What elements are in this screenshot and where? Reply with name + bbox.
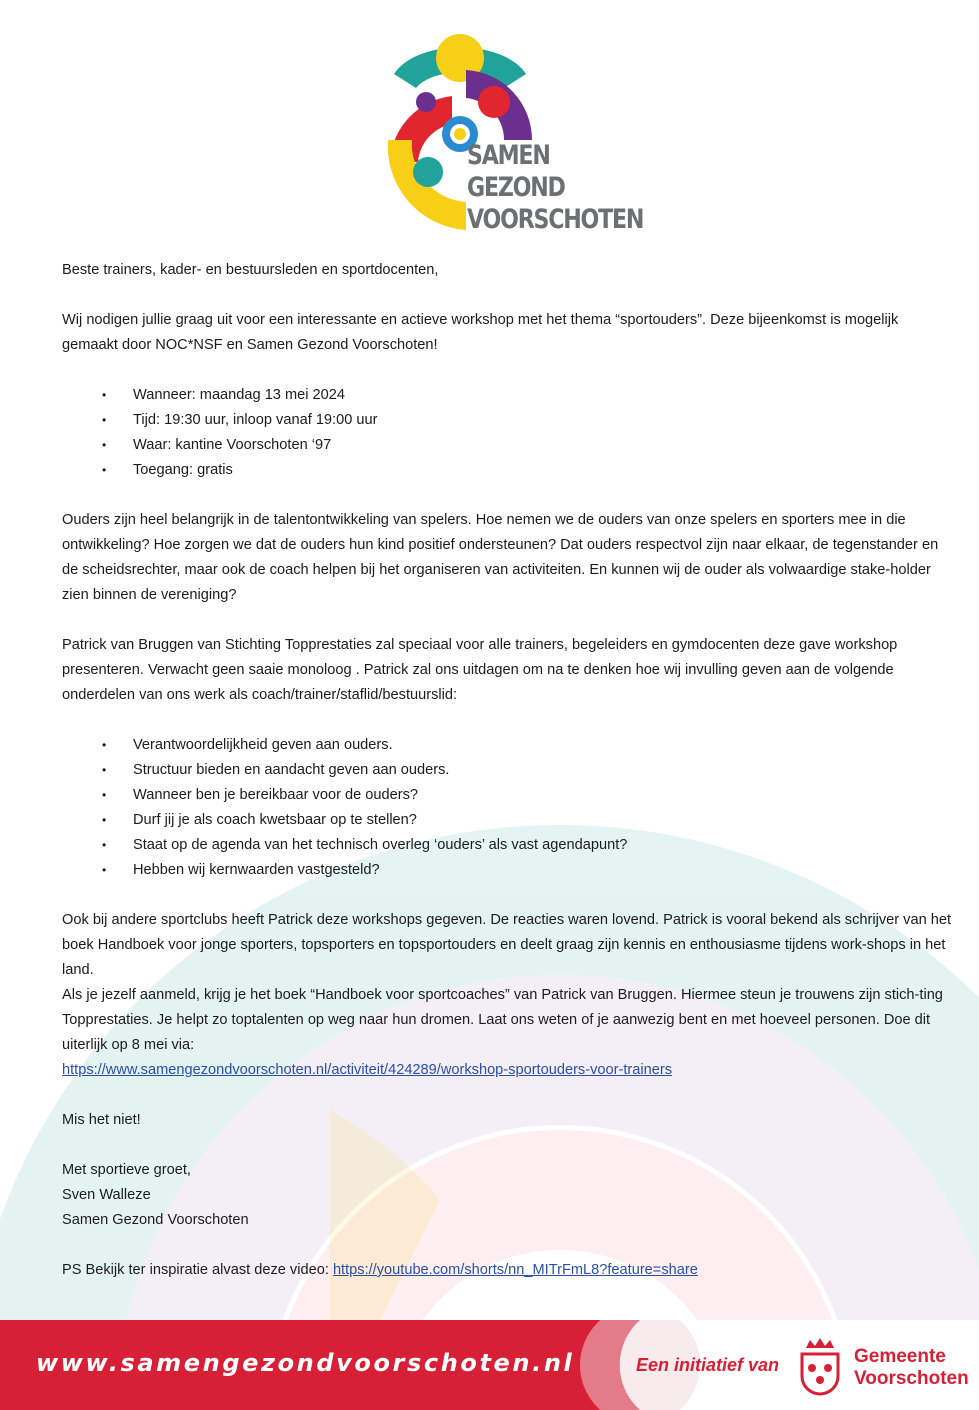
patrick-paragraph: Patrick van Bruggen van Stichting Topprestaties zal speciaal voor alle trainers, begeleiders en gymdocenten deze gave workshop presenteren. Verwacht geen saaie monoloog . Patrick zal ons uitdagen om na te denken hoe wij invulling geven aan de volgende onderdelen van ons werk als coach/trainer/staflid/bestuurslid: — [62, 637, 898, 703]
gemeente-line2: Voorschoten — [854, 1368, 969, 1389]
event-details-list — [62, 383, 952, 483]
topic-item: • Wanneer ben je bereikbaar voor de ouders? — [62, 783, 952, 808]
register-link[interactable]: https://www.samengezondvoorschoten.nl/activiteit/424289/workshop-sportouders-voor-trainers — [62, 1062, 673, 1078]
clubs-paragraph: Ook bij andere sportclubs heeft Patrick deze workshops gegeven. De reacties waren lovend. Patrick is vooral bekend als schrijver van het boek Handboek voor jonge sporters, topsporters en topsportouders en deelt graag zijn kennis en enthousiasme tijdens work-shops in het land. — [62, 912, 952, 978]
topic-item: • Structuur bieden en aandacht geven aan ouders. — [62, 758, 952, 783]
logo-line-samen: SAMEN — [467, 140, 550, 171]
sender-organisation: Samen Gezond Voorschoten — [62, 1212, 249, 1228]
gemeente-crest-icon — [796, 1334, 844, 1398]
logo-line-voorschoten: VOORSCHOTEN — [467, 204, 644, 235]
logo-wordmark — [467, 140, 643, 236]
intro-paragraph: Wij nodigen jullie graag uit voor een interessante en actieve workshop met het thema “sportouders”. Deze bijeenkomst is mogelijk gemaakt door NOC*NSF en Samen Gezond Voorschoten! — [62, 312, 899, 353]
detail-when: • Wanneer: maandag 13 mei 2024 — [62, 383, 952, 408]
topic-item: • Staat op de agenda van het technisch overleg ‘ouders’ als vast agendapunt? — [62, 833, 952, 858]
topic-item: • Durf jij je als coach kwetsbaar op te stellen? — [62, 808, 952, 833]
video-link[interactable]: https://youtube.com/shorts/nn_MITrFmL8?feature=share — [332, 1262, 698, 1278]
footer-website[interactable]: www.samengezondvoorschoten.nl — [36, 1349, 575, 1377]
initiative-label: Een initiatief van — [636, 1355, 780, 1375]
sender-name: Sven Walleze — [62, 1187, 151, 1203]
salutation: Beste trainers, kader- en bestuursleden en sportdocenten, — [62, 262, 439, 278]
detail-where: • Waar: kantine Voorschoten ‘97 — [62, 433, 952, 458]
parents-paragraph: Ouders zijn heel belangrijk in de talentontwikkeling van spelers. Hoe nemen we de ouders van onze spelers en sporters mee in die ontwikkeling? Hoe zorgen we dat de ouders hun kind positief ondersteunen? Dat ouders respectvol zijn naar elkaar, de tegenstander en de scheidsrechter, maar ook de coach helpen bij het organiseren van activiteiten. En kunnen wij de ouder als volwaardige stake-holder zien binnen de vereniging? — [62, 512, 939, 603]
gemeente-wordmark — [854, 1346, 969, 1390]
register-paragraph: Als je jezelf aanmeld, krijg je het boek “Handboek voor sportcoaches” van Patrick van Bruggen. Hiermee steun je trouwens zijn stich-ting Topprestaties. Je helpt zo toptalenten op weg naar hun dromen. Laat ons weten of je aanwezig bent en met hoeveel personen. Doe dit uiterlijk op 8 mei via: — [62, 987, 943, 1053]
closing-line: Mis het niet! — [62, 1112, 141, 1128]
detail-time: • Tijd: 19:30 uur, inloop vanaf 19:00 uur — [62, 408, 952, 433]
ps-text: PS Bekijk ter inspiratie alvast deze video: — [62, 1262, 333, 1278]
topic-item: • Verantwoordelijkheid geven aan ouders. — [62, 733, 952, 758]
topics-list — [62, 733, 952, 883]
letter-body — [62, 258, 952, 1283]
greeting: Met sportieve groet, — [62, 1162, 191, 1178]
logo-line-gezond: GEZOND — [467, 172, 565, 203]
topic-item: • Hebben wij kernwaarden vastgesteld? — [62, 858, 952, 883]
ps-line — [62, 1258, 952, 1283]
detail-access: • Toegang: gratis — [62, 458, 952, 483]
gemeente-line1: Gemeente — [854, 1346, 946, 1367]
